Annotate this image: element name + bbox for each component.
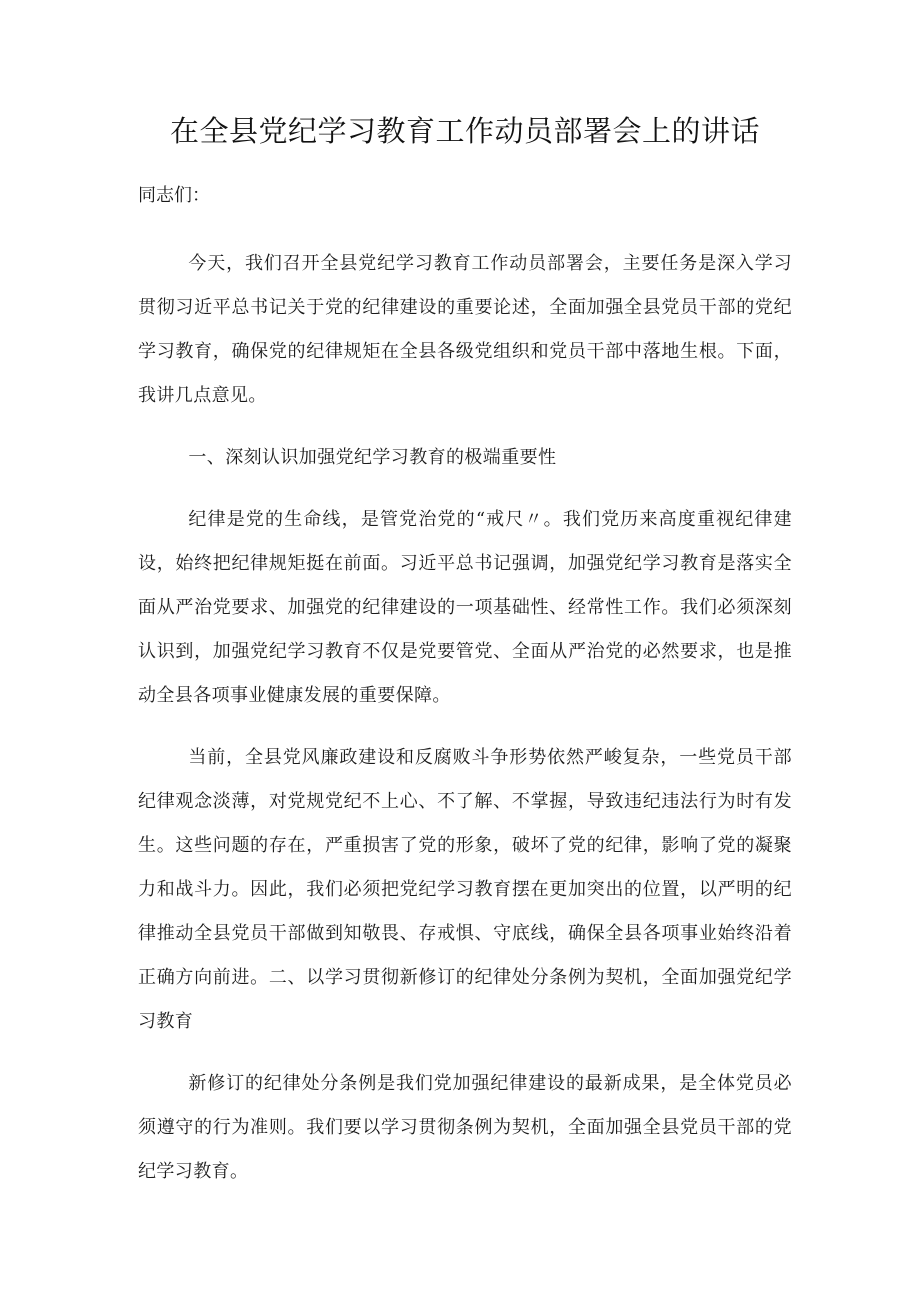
- paragraph-current-situation: 当前，全县党风廉政建设和反腐败斗争形势依然严峻复杂，一些党员干部纪律观念淡薄，对党规党纪不上心、不了解、不掌握，导致违纪违法行为时有发生。这些问题的存在，严重损害了党的形象，破坏了党的纪律，影响了党的凝聚力和战斗力。因此，我们必须把党纪学习教育摆在更加突出的位置，以严明的纪律推动全县党员干部做到知敬畏、存戒惧、守底线，确保全县各项事业始终沿着正确方向前进。二、以学习贯彻新修订的纪律处分条例为契机，全面加强党纪学习教育: [138, 747, 792, 1032]
- paragraph-opening: 今天，我们召开全县党纪学习教育工作动员部署会，主要任务是深入学习贯彻习近平总书记关于党的纪律建设的重要论述，全面加强全县党员干部的党纪学习教育，确保党的纪律规矩在全县各级党组织和党员干部中落地生根。下面，我讲几点意见。: [138, 253, 792, 406]
- paragraph-discipline-lifeline: 纪律是党的生命线，是管党治党的“戒尺〃。我们党历来高度重视纪律建设，始终把纪律规矩挺在前面。习近平总书记强调，加强党纪学习教育是落实全面从严治党要求、加强党的纪律建设的一项基础性、经常性工作。我们必须深刻认识到，加强党纪学习教育不仅是党要管党、全面从严治党的必然要求，也是推动全县各项事业健康发展的重要保障。: [138, 509, 792, 706]
- document-title: 在全县党纪学习教育工作动员部署会上的讲话: [169, 114, 760, 148]
- paragraph-new-regulations: 新修订的纪律处分条例是我们党加强纪律建设的最新成果，是全体党员必须遵守的行为准则。我们要以学习贯彻条例为契机，全面加强全县党员干部的党纪学习教育。: [138, 1073, 792, 1182]
- salutation: 同志们：: [138, 185, 210, 206]
- section-heading-1: 一、深刻认识加强党纪学习教育的极端重要性: [188, 447, 557, 468]
